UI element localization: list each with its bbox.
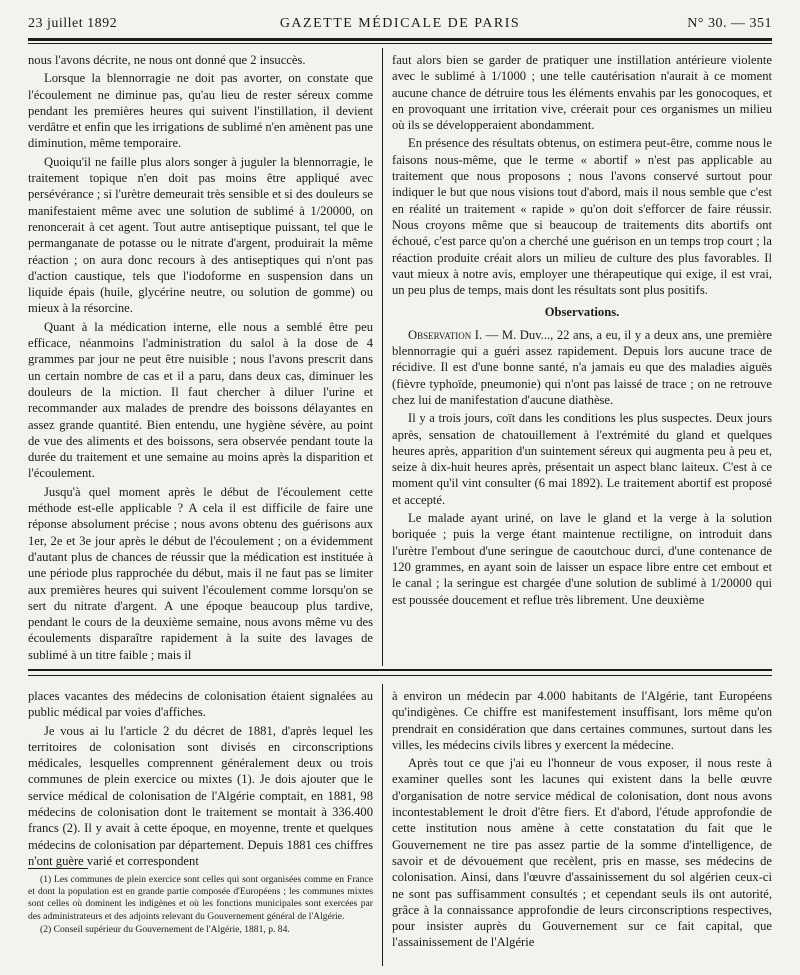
paragraph: Jusqu'à quel moment après le début de l'écoulement cette méthode est-elle applicable ? A cela il est difficile de faire une réponse absolument précise ; nous avons obtenu des guérisons aux 1er, 2e et 3e jour après le début de l'écoulement ; on a évidemment d'autant plus de chances de réussir que la médication est instituée à une période plus rapprochée du début, mais il ne faut pas se limiter aux premières heures qui suivent l'écoulement comme lorsqu'on se sert du nitrate d'argent. A une époque beaucoup plus tardive, pendant le cours de la deuxième semaine, nous avons même vu des écoulements disparaître rapidement à la suite des lavages de sublimé à un titre faible ; mais il — [28, 484, 373, 662]
journal-title: GAZETTE MÉDICALE DE PARIS — [279, 16, 521, 31]
paragraph: places vacantes des médecins de colonisation étaient signalées au public médical par voies d'affiches. — [28, 689, 373, 720]
header-rule — [28, 38, 772, 41]
paragraph: En présence des résultats obtenus, on estimera peut-être, comme nous le faisons nous-même, que le terme « abortif » n'est pas applicable au traitement que nous proposons ; nous l'avons conservé surtout pour indiquer le but que nous visions tout d'abord, mais il nous semble que c'est en réalité un traitement « rapide » qu'on doit s'efforcer de faire réussir. Nous croyons même que si beaucoup de traitements dits abortifs ont échoué, c'est parce qu'on a cherché une guérison en un temps trop court ; la réaction produite créait alors un milieu de culture des plus favorables. Il vaut mieux à notre avis, employer une thérapeutique qui exige, il est vrai, un peu plus de temps, mais dont les résultats sont plus positifs. — [392, 136, 772, 298]
column-top-left — [28, 52, 373, 665]
column-top-right — [392, 52, 772, 610]
paragraph: Quant à la médication interne, elle nous a semblé être peu efficace, néanmoins l'administration du salol à la dose de 4 grammes par jour ne peut être nuisible ; nous l'avons prescrit dans un certain nombre de cas et il a paru, dans deux cas, diminuer les douleurs de la miction. Il faut chercher à diluer l'urine et recommander aux malades de prendre des boissons délayantes en assez grande quantité. Bien entendu, une hygiène sévère, au point de vue des aliments et des boissons, sera observée pendant toute la durée du traitement et une semaine au moins après la disparition et l'écoulement. — [28, 319, 373, 481]
paragraph: Le malade ayant uriné, on lave le gland et la verge à la solution boriquée ; puis la verge étant maintenue rectiligne, on introduit dans l'urètre l'embout d'une seringue de caoutchouc durci, d'une contenance de 120 grammes, en ayant soin de laisser un espace libre entre cet embout et le canal ; la seringue est chargée d'une solution de sublimé à 1/20000 qui est poussée doucement et reflue très librement. Une deuxième — [392, 511, 772, 607]
header-rule-thin — [28, 43, 772, 44]
paragraph: Lorsque la blennorragie ne doit pas avorter, on constate que l'écoulement ne diminue pas, qu'au lieu de rester séreux comme pendant les premières heures qui suivent l'instillation, il devient verdâtre et enfin que les irrigations de sublimé n'en amènent pas une diminution, même temporaire. — [28, 71, 373, 151]
paragraph: Quoiqu'il ne faille plus alors songer à juguler la blennorragie, le traitement topique n'en doit pas moins être appliqué avec persévérance ; si l'urètre demeurait très sensible et si des douleurs se manifestaient même avec une solution de sublimé à 1/20000, on renoncerait à cet agent. Tout autre antiseptique puissant, tel que le permanganate de potasse ou le nitrate d'argent, produirait la même réaction ; on aura donc recours à des antiseptiques qui n'ont pas d'action caustique, tels que l'iodoforme en suspension dans un liquide épais (huile, glycérine neutre, ou solution de gomme) ou mieux à la résorcine. — [28, 154, 373, 316]
column-bottom-left — [28, 688, 373, 871]
observation-label: Observation I. — [408, 327, 483, 342]
column-divider — [382, 684, 383, 966]
section-rule-thin — [28, 675, 772, 676]
page-number: N° 30. — 351 — [687, 16, 772, 31]
page-header — [28, 14, 772, 36]
section-rule — [28, 669, 772, 671]
observation-text: — M. Duv..., 22 ans, a eu, il y a deux ans, une première blennorragie qui a guéri assez rapidement. Depuis lors aucune trace de récidive. Il est d'une bonne santé, n'a jamais eu que des maladies aiguës (fièvre typhoïde, pneumonie) qui n'ont pas laissé de trace ; on ne retrouve chez lui de manifestation d'aucune diathèse. — [392, 327, 772, 407]
footnote: (2) Conseil supérieur du Gouvernement de l'Algérie, 1881, p. 84. — [40, 923, 290, 935]
footnote-rule — [28, 868, 88, 869]
paragraph: Je vous ai lu l'article 2 du décret de 1881, d'après lequel les territoires de colonisation sont divisés en circonscriptions médicales, lesquelles comprennent généralement deux ou trois communes de plein exercice ou mixtes (1). Je dois ajouter que le service médical de colonisation de l'Algérie comptait, en 1881, 98 médecins de colonisation dont le traitement se montait à 336.400 francs (2). Il y avait à cette époque, en moyenne, trente et quelques médecins de colonisation par département. Depuis 1881 ces chiffres n'ont guère varié et correspondent — [28, 723, 373, 868]
footnote: (1) Les communes de plein exercice sont celles qui sont organisées comme en France et dont la population est en grande partie composée d'Européens ; les communes mixtes sont celles où dominent les indigènes et où les fonctions municipales sont exercées par des administrateurs et des adjoints relevant du Gouvernement général de l'Algérie. — [28, 874, 373, 922]
paragraph: nous l'avons décrite, ne nous ont donné que 2 insuccès. — [28, 53, 306, 67]
paragraph — [392, 327, 772, 408]
paragraph: faut alors bien se garder de pratiquer une instillation antérieure violente avec le sublimé à 1/1000 ; une telle cautérisation n'aurait à ce moment aucune chance de détruire tous les éléments envahis par les gonocoques, et en provoquant une irritation vive, créerait pour ces organismes un milieu où ils se développeraient abondamment. — [392, 53, 772, 133]
column-bottom-right — [392, 688, 772, 953]
footnotes — [28, 874, 373, 937]
paragraph: à environ un médecin par 4.000 habitants de l'Algérie, tant Européens qu'indigènes. Ce chiffre est manifestement insuffisant, lors même qu'on prendrait en considération que dans certaines communes, surtout dans les villes, les médecins civils libres y exercent la médecine. — [392, 689, 772, 752]
section-heading: Observations. — [544, 305, 620, 320]
header-date: 23 juillet 1892 — [28, 16, 118, 31]
paragraph: Il y a trois jours, coït dans les conditions les plus suspectes. Deux jours après, sensation de chatouillement à l'extrémité du gland et quelques heures après, apparition d'un suintement séreux qui augmenta peu à peu et, seize à dix-huit heures après, présentait un aspect blanc laiteux. C'est à ce moment qu'il vint consulter (6 mai 1892). Le traitement abortif est proposé et accepté. — [392, 411, 772, 507]
column-divider — [382, 48, 383, 666]
paragraph: Après tout ce que j'ai eu l'honneur de vous exposer, il nous reste à examiner quelles sont les lacunes qui existent dans la belle œuvre d'organisation de notre service médical de colonisation, dont nous avons incontestablement le droit d'être fiers. Et d'abord, l'étude approfondie de cette institution nous amène à cette constatation du fait que le Gouvernement ne tire pas assez partie de la somme d'intelligence, de savoir et de dévouement que recèlent, pris en masse, ses médecins de colonisation. Ainsi, dans l'œuvre d'assainissement du sol algérien ceux-ci ne sont pas suffisamment consultés ; et cependant seuls ils ont autorité, grâce à la connaissance approfondie de leurs circonscriptions respectives, pour insister auprès du Gouvernement sur ce fait capital, que l'assainissement de l'Algérie — [392, 756, 772, 950]
